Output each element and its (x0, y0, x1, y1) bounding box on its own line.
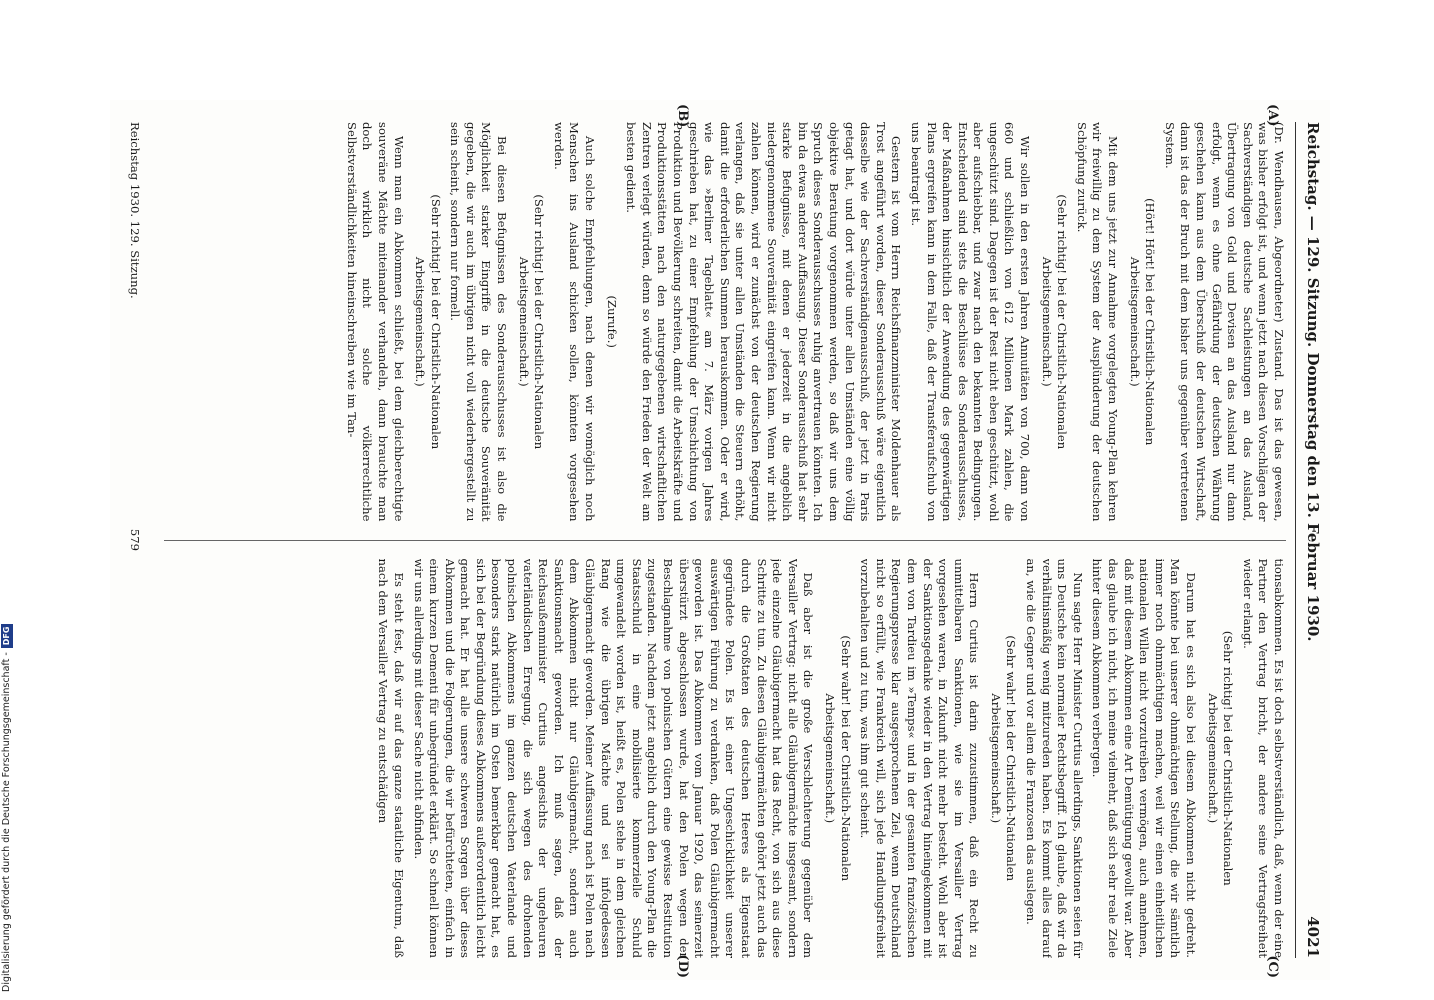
paragraph: Gestern ist vom Herrn Reichsfinanzminister Moldenhauer als Trost angeführt worden, dieser Sonderausschuß wäre eigentlich dasselbe wie der Sachverständigenausschuß, der jetzt in Paris getagt hat, und dort würde unter allen Umständen eine völlig objektive Beratung vorgenommen werden, so daß wir uns dem Spruch dieses Sonderausschusses ruhig anvertrauen könnten. Ich bin da etwas anderer Auffassung. Dieser Sonderausschuß hat sehr starke Befugnisse, mit denen er jederzeit in die angeblich niedergenommene Souveränität eingreifen kann. Wenn wir nicht zahlen können, wird er zunächst von der deutschen Regierung verlangen, daß sie unter allen Umständen die Steuern erhöht, damit die erforderlichen Summen herauskommen. Oder er wird, wie das »Berliner Tageblatt« am 7. März vorigen Jahres geschrieben hat, zu einer Empfehlung der Umschichtung von Produktion und Bevölkerung schreiten, damit die Arbeitskräfte und Produktionsstätten nach den naturgegebenen wirtschaftlichen Zentren verlegt würden, denn so würde den Frieden der Welt am besten gedient. (624, 122, 904, 522)
margin-mark-c: (C) (1265, 955, 1280, 978)
page-header (1295, 122, 1322, 958)
paragraph: Es steht fest, daß wir auf das ganze staatliche Eigentum, daß nach dem Versailler Vertrag zu entschädigen (376, 558, 406, 958)
margin-mark-d: (D) (675, 954, 690, 978)
paragraph: Nun sagte Herr Minister Curtius allerdings, Sanktionen seien für uns Deutsche kein normaler Rechtsbegriff. Ich glaube, daß wir da verhältnismäßig wenig mitzureden haben. Es kommt alles darauf an, wie die Gegner und vor allem die Franzosen das auslegen. (1024, 558, 1085, 958)
digitization-credit-text: Digitalisierung gefördert durch die Deutsche Forschungsgemeinschaft - (1, 652, 12, 992)
paragraph: Daß aber ist die große Verschlechterung gegenüber dem Versailler Vertrag: nicht alle Gläubigermächte insgesamt, sondern jede einzelne Gläubigermacht hat das Recht, von sich aus diese Schritte zu tun. Zu diesen Gläubigermächten gehört jetzt auch das durch die Großtaten des deutschen Heeres als Eigenstaat gegründete Polen. Es ist einer Ungeschicklichkeit unserer auswärtigen Führung zu verdanken, daß Polen Gläubigermacht geworden ist. Das Abkommen vom Januar 1920, das seinerzeit überstürzt abgeschlossen wurde, hat den Polen wegen der Beschlagnahme von polnischen Gütern eine gewisse Restitution zugestanden. Nachdem jetzt angeblich durch den Young-Plan die Staatsschuld in eine mobilisierte kommerzielle Schuld umgewandelt worden ist, heißt es, Polen stehe in dem gleichen Rang wie die übrigen Mächte und sei infolgedessen Gläubigermacht geworden. Meiner Auffassung nach ist Polen nach dem Abkommen nicht nur Gläubigermacht, sondern auch Sanktionsmacht geworden. Ich muß sagen, daß der Reichsaußenminister Curtius angesichts der ungeheuren vaterländischen Erregung, die sich wegen des drohenden polnischen Abkommens im ganzen deutschen Vaterlande und besonders stark natürlich im Osten bemerkbar gemacht hat, es sich bei der Begründung dieses Abkommens außerordentlich leicht gemacht hat. Er hat alle unsere schweren Sorgen über dieses Abkommen und die Folgerungen, die wir befürchteten, einfach in einem kurzen Dementi für unbegründet erklärt. So schnell können wir uns allerdings mit dieser Sache nicht abfinden. (411, 558, 816, 958)
header-page-number: 4021 (1304, 916, 1322, 958)
reaction: (Sehr richtig! bei der Christlich-Nationalen Arbeitsgemeinschaft.) (1039, 194, 1070, 450)
reaction: (Sehr richtig! bei der Christlich-Nationalen Arbeitsgemeinschaft.) (516, 194, 547, 450)
paragraph: Auch solche Empfehlungen, nach denen wir womöglich noch Menschen ins Ausland schicken sollen, könnten vorgesehen werden. (551, 122, 598, 522)
footer-label: Reichstag 1930. 129. Sitzung. (128, 122, 142, 299)
paragraph: Wir sollen in den ersten Jahren Annuitäten von 700, dann von 660 und schließlich von 612 Millionen Mark zahlen, die ungeschützt sind. Dagegen ist der Rest nicht eben geschützt, wohl aber aufschiebbar, und zwar nach den bekannten Bedingungen. Entscheidend sind stets die Beschlüsse des Sonderausschusses, der Maßnahmen hinsichtlich der Anwendung des gegenwärtigen Plans ergreifen kann in dem Falle, daß der Transferaufschub von uns beantragt ist. (908, 122, 1033, 522)
reaction: (Sehr wahr! bei der Christlich-Nationalen Arbeitsgemeinschaft.) (822, 635, 853, 882)
paragraph: Bei diesen Befugnissen des Sonderausschusses ist also die Möglichkeit starker Eingriffe in die deutsche Souveränität gegeben, die wir auch im übrigen nicht voll wiederhergestellt zu sein scheint, sondern nur formell. (448, 122, 510, 522)
reaction: (Sehr richtig! bei der Christlich-Nationalen Arbeitsgemeinschaft.) (413, 194, 443, 450)
footer-page-number: 579 (128, 528, 142, 552)
column-left (164, 122, 1286, 522)
scanned-page (110, 100, 1330, 980)
paragraph: Mit dem uns jetzt zur Annahme vorgelegten Young-Plan kehren wir freiwillig zu dem System der Ausplünderung der deutschen Schöpfung zurück. (1074, 122, 1121, 522)
margin-mark-b: (B) (675, 104, 690, 128)
paragraph: Darum hat es sich also bei diesem Abkommen nicht gedreht. Man könnte bei unserer ohnmächtigen Stellung, die wir sämtlich immer noch ohnmächtigen machen, weil wir einen einheitlichen nationalen Willen nicht vorzutreiben vermögen, auch annehmen, daß mit diesem Abkommen eine Art Demütigung gewollt war. Aber das glaube ich nicht, ich meine vielmehr, daß sich sehr reale Ziele hinter diesem Abkommen verbergen. (1090, 558, 1199, 958)
digitization-credit (0, 0, 14, 1000)
paragraph: Herrn Curtius ist darin zuzustimmen, daß ein Recht zu unmittelbaren Sanktionen, wie sie im Versailler Vertrag vorgesehen waren, in Zukunft nicht mehr besteht. Wohl aber ist der Sanktionsgedanke wieder in den Vertrag hineingekommen mit dem von Tardieu im »Temps« und in der gesamten französischen Regierungspresse klar ausgesprochenen Ziel, wenn Deutschland nicht so erfüllt, wie Frankreich will, sich jede Handlungsfreiheit vorzubehalten und zu tun, was ihm gut scheint. (858, 558, 982, 958)
reaction: (Sehr wahr! bei der Christlich-Nationalen Arbeitsgemeinschaft.) (988, 635, 1019, 882)
paragraph: Wenn man ein Abkommen schließt, bei dem gleichberechtigte souveräne Mächte miteinander verhandeln, dann brauchte man doch wirklich nicht solche völkerrechtliche Selbstverständlichkeiten hineinschreiben wie im Tan- (344, 122, 406, 522)
page-footer (124, 122, 146, 958)
text-columns (164, 122, 1286, 958)
reaction: (Zurufe.) (604, 295, 619, 348)
dfg-logo-icon: DFG (1, 624, 13, 649)
paragraph: tionsabkommen. Es ist doch selbstverständlich, daß, wenn der eine Partner den Vertrag bricht, der andere seine Vertragsfreiheit wieder erlangt. (1240, 558, 1286, 958)
reaction: (Sehr richtig! bei der Christlich-Nationalen Arbeitsgemeinschaft.) (1205, 630, 1236, 886)
margin-mark-a: (A) (1265, 104, 1280, 127)
header-title: Reichstag. — 129. Sitzung. Donnerstag den 13. Februar 1930. (1304, 122, 1322, 642)
paragraph: (Dr. Wendhausen, Abgeordneter) Zustand. Das ist das gewesen, was bisher erfolgt ist, und wenn jetzt nach diesen Vorschlägen der Sachverständigen deutsche Sachleistungen an das Ausland, Übertragung von Gold und Devisen an das Ausland nur dann erfolgt, wenn es ohne Gefährdung der deutschen Währung geschehen kann aus dem Überschuß der deutschen Wirtschaft, dann ist das der Bruch mit dem bisher uns gegenüber vertretenen System. (1162, 122, 1286, 522)
reaction: (Hört! Hört! bei der Christlich-Nationalen Arbeitsgemeinschaft.) (1127, 198, 1158, 446)
column-right (164, 559, 1286, 959)
column-divider (164, 540, 1286, 541)
